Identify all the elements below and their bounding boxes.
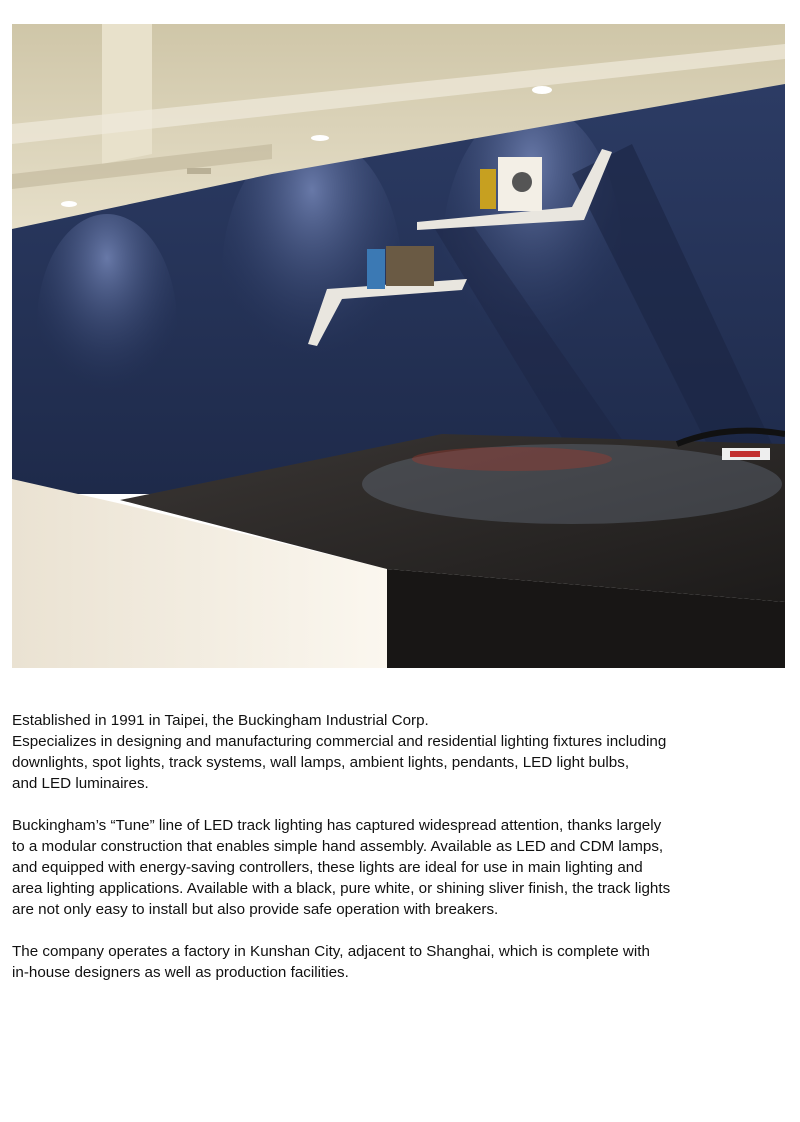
text-line: and LED luminaires. (12, 775, 149, 792)
paragraph-tune-line (12, 815, 782, 920)
interior-photo (12, 24, 785, 668)
text-line: to a modular construction that enables simple hand assembly. Available as LED and CDM lamps, (12, 838, 664, 855)
downlight (61, 201, 77, 207)
text-line: Established in 1991 in Taipei, the Buckingham Industrial Corp. (12, 712, 429, 729)
paragraph-company-intro (12, 710, 782, 794)
text-line: Buckingham’s “Tune” line of LED track lighting has captured widespread attention, thanks largely (12, 817, 662, 834)
text-line: Especializes in designing and manufacturing commercial and residential lighting fixtures including (12, 733, 667, 750)
description-text (12, 710, 782, 1004)
text-line: downlights, spot lights, track systems, wall lamps, ambient lights, pendants, LED light bulbs, (12, 754, 630, 771)
text-line: and equipped with energy-saving controllers, these lights are ideal for use in main lighting and (12, 859, 643, 876)
text-line: The company operates a factory in Kunshan City, adjacent to Shanghai, which is complete with (12, 943, 650, 960)
text-line: in-house designers as well as production facilities. (12, 964, 349, 981)
downlight (311, 135, 329, 141)
text-line: area lighting applications. Available with a black, pure white, or shining sliver finish, the track lights (12, 880, 671, 897)
downlight (532, 86, 552, 94)
text-line: are not only easy to install but also provide safe operation with breakers. (12, 901, 499, 918)
paragraph-factory (12, 941, 782, 983)
